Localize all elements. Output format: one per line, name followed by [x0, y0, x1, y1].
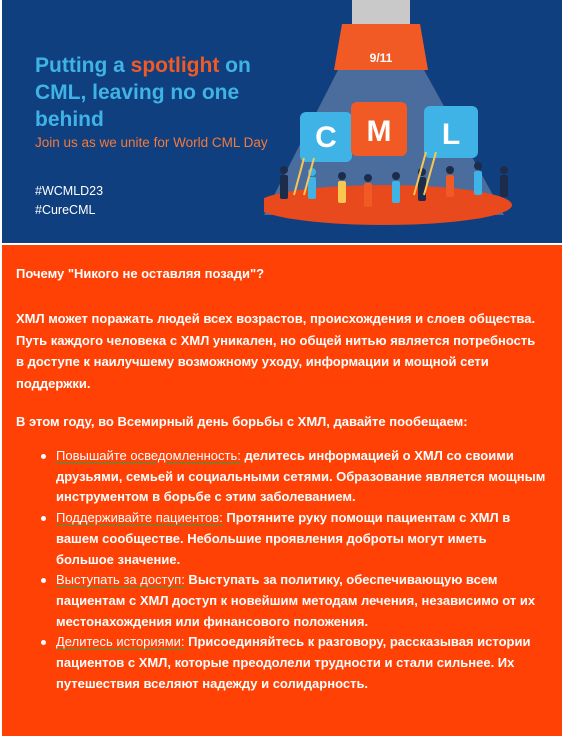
pledge-heading: В этом году, во Всемирный день борьбы с ХМЛ, давайте пообещаем: [16, 414, 468, 429]
intro-paragraph: ХМЛ может поражать людей всех возрастов, происхождения и слоев общества. Путь каждого человека с ХМЛ уникален, но общей нитью является потребность в доступе к наилучшему возможному уходу, информации и мощной сети поддержки. [16, 311, 536, 391]
list-item [16, 446, 546, 508]
list-item [16, 508, 546, 570]
list-item-text: делитесь информацией о ХМЛ со своими друзьями, семьей и социальными сетями. Образование является мощным инструментом в борьбе с этим заболеванием. [56, 448, 546, 505]
puzzle-letter-l: L [441, 118, 461, 151]
bullet-icon [41, 640, 46, 645]
section-question: Почему "Никого не оставляя позади"? [16, 266, 265, 281]
banner-headline: Putting a spotlight on CML, leaving no one behind [35, 54, 251, 131]
banner-subline: Join us as we unite for World CML Day [35, 135, 268, 150]
list-item-text: Протяните руку помощи пациентам с ХМЛ в вашем сообществе. Небольшие проявления доброты могут иметь большое значение. [56, 510, 511, 567]
hashtag-curecml: #CureCML [35, 203, 96, 217]
link-share-stories[interactable]: Делитесь историями: [56, 634, 185, 650]
spotlight-illustration [264, 0, 562, 243]
puzzle-letter-m: M [366, 115, 392, 148]
headline-highlight: spotlight [130, 54, 220, 77]
spotlight-date: 9/11 [369, 51, 393, 65]
list-item-text: Выступать за политику, обеспечивающую всем пациентам с ХМЛ доступ к новейшим методам лечения, независимо от их местонахождения или финансового положения. [56, 572, 536, 629]
pledge-list [16, 446, 546, 694]
bullet-icon [41, 516, 46, 521]
article-body [2, 245, 562, 736]
link-support-patients[interactable]: Поддерживайте пациентов: [56, 510, 223, 526]
bullet-icon [41, 454, 46, 459]
bullet-icon [41, 578, 46, 583]
list-item [16, 632, 546, 694]
spotlight-stem [352, 0, 410, 24]
list-item [16, 570, 546, 632]
world-cml-day-banner [2, 0, 562, 243]
link-raise-awareness[interactable]: Повышайте осведомленность: [56, 448, 241, 463]
puzzle-letter-c: C [315, 121, 337, 154]
list-item-text: Присоединяйтесь к разговору, рассказывая истории пациентов с ХМЛ, которые преодолели трудности и стали сильнее. Их путешествия вселяют надежду и солидарность. [56, 634, 531, 691]
hashtag-wcmld23: #WCMLD23 [35, 184, 104, 198]
link-advocate-access[interactable]: Выступать за доступ: [56, 572, 185, 588]
